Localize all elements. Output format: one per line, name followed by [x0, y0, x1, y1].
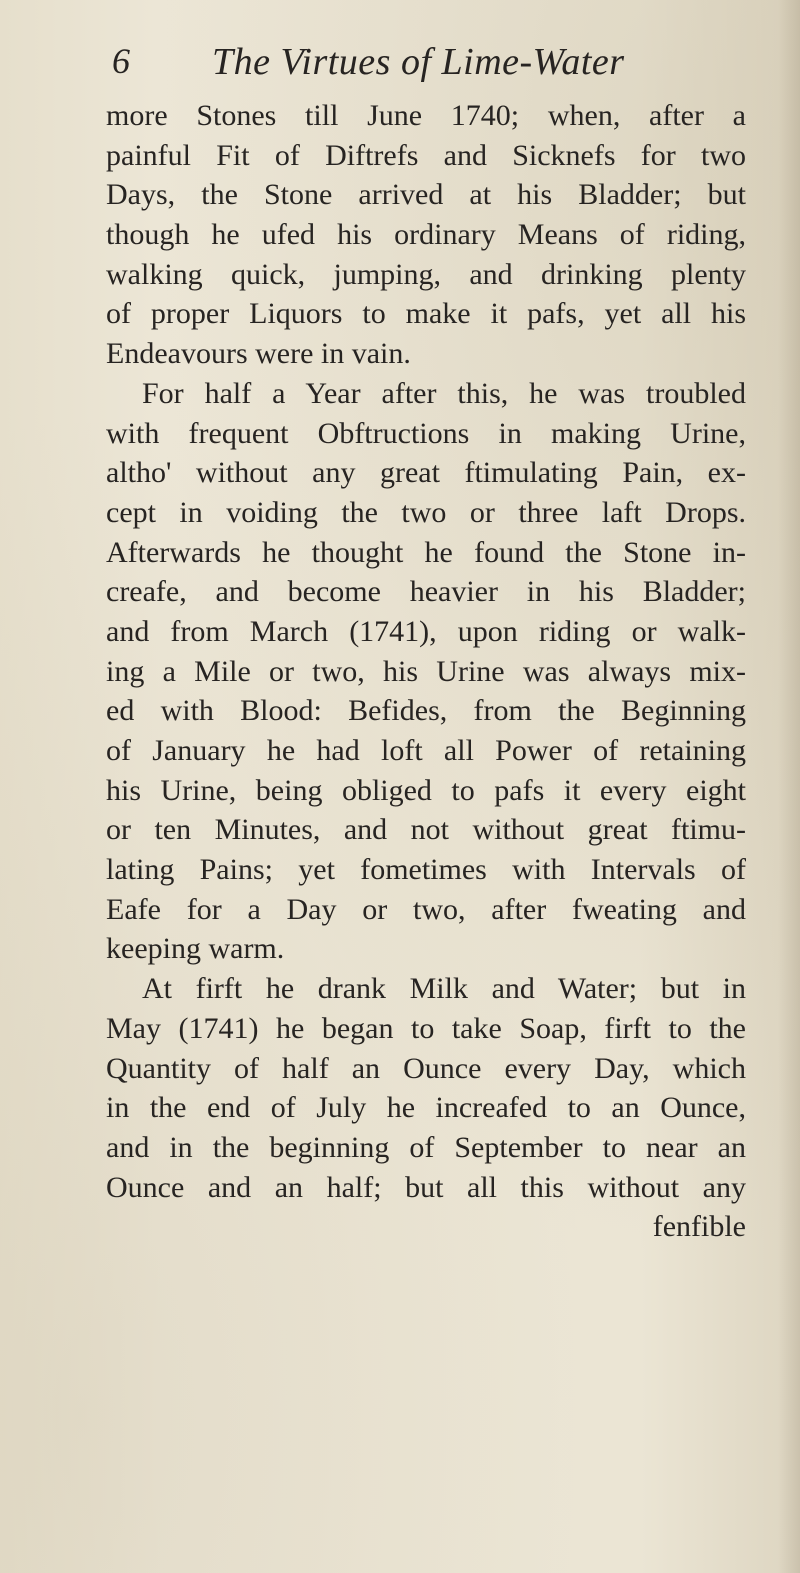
- text-line: of proper Liquors to make it pafs, yet all his: [106, 297, 746, 331]
- text-line: lating Pains; yet fometimes with Intervals of: [106, 853, 746, 887]
- text-line: and from March (1741), upon riding or walk-: [106, 614, 746, 648]
- catchword: fenfible: [652, 1210, 746, 1244]
- text-line: Afterwards he thought he found the Stone in-: [106, 535, 746, 569]
- paragraph-start-line: At firft he drank Milk and Water; but in: [142, 972, 746, 1006]
- page-edge-shadow: [778, 0, 800, 1573]
- text-line: Eafe for a Day or two, after fweating and: [106, 892, 746, 926]
- text-line: Days, the Stone arrived at his Bladder; but: [106, 178, 746, 212]
- text-line: his Urine, being obliged to pafs it every eight: [106, 773, 746, 807]
- text-line: of January he had loft all Power of retaining: [106, 734, 746, 767]
- text-line: walking quick, jumping, and drinking plenty: [106, 257, 746, 291]
- text-line: though he ufed his ordinary Means of riding,: [106, 218, 746, 252]
- text-line: keeping warm.: [106, 932, 285, 966]
- text-line: painful Fit of Diftrefs and Sicknefs for two: [106, 138, 746, 172]
- text-line: ed with Blood: Befides, from the Beginning: [106, 694, 746, 728]
- text-line: Ounce and an half; but all this without any: [106, 1170, 746, 1204]
- page-header: [112, 40, 672, 90]
- text-line: with frequent Obftructions in making Urine,: [106, 416, 746, 450]
- paragraph-start-line: For half a Year after this, he was troubled: [142, 376, 746, 410]
- text-line: or ten Minutes, and not without great ftimu-: [106, 813, 746, 847]
- body-text: [106, 96, 746, 1247]
- text-line: more Stones till June 1740; when, after a: [106, 99, 746, 132]
- text-line: and in the beginning of September to near an: [106, 1130, 746, 1164]
- text-line: ing a Mile or two, his Urine was always mix-: [106, 654, 746, 688]
- page-number: 6: [112, 41, 130, 81]
- text-line: May (1741) he began to take Soap, firft to the: [106, 1011, 746, 1045]
- running-head: The Virtues of Lime-Water: [212, 41, 625, 83]
- text-line: creafe, and become heavier in his Bladder;: [106, 575, 746, 609]
- text-line: Quantity of half an Ounce every Day, which: [106, 1051, 746, 1085]
- text-line: Endeavours were in vain.: [106, 337, 411, 371]
- text-line: cept in voiding the two or three laft Drops.: [106, 495, 746, 529]
- text-line: altho' without any great ftimulating Pain, ex-: [106, 456, 746, 490]
- text-line: in the end of July he increafed to an Ounce,: [106, 1091, 746, 1125]
